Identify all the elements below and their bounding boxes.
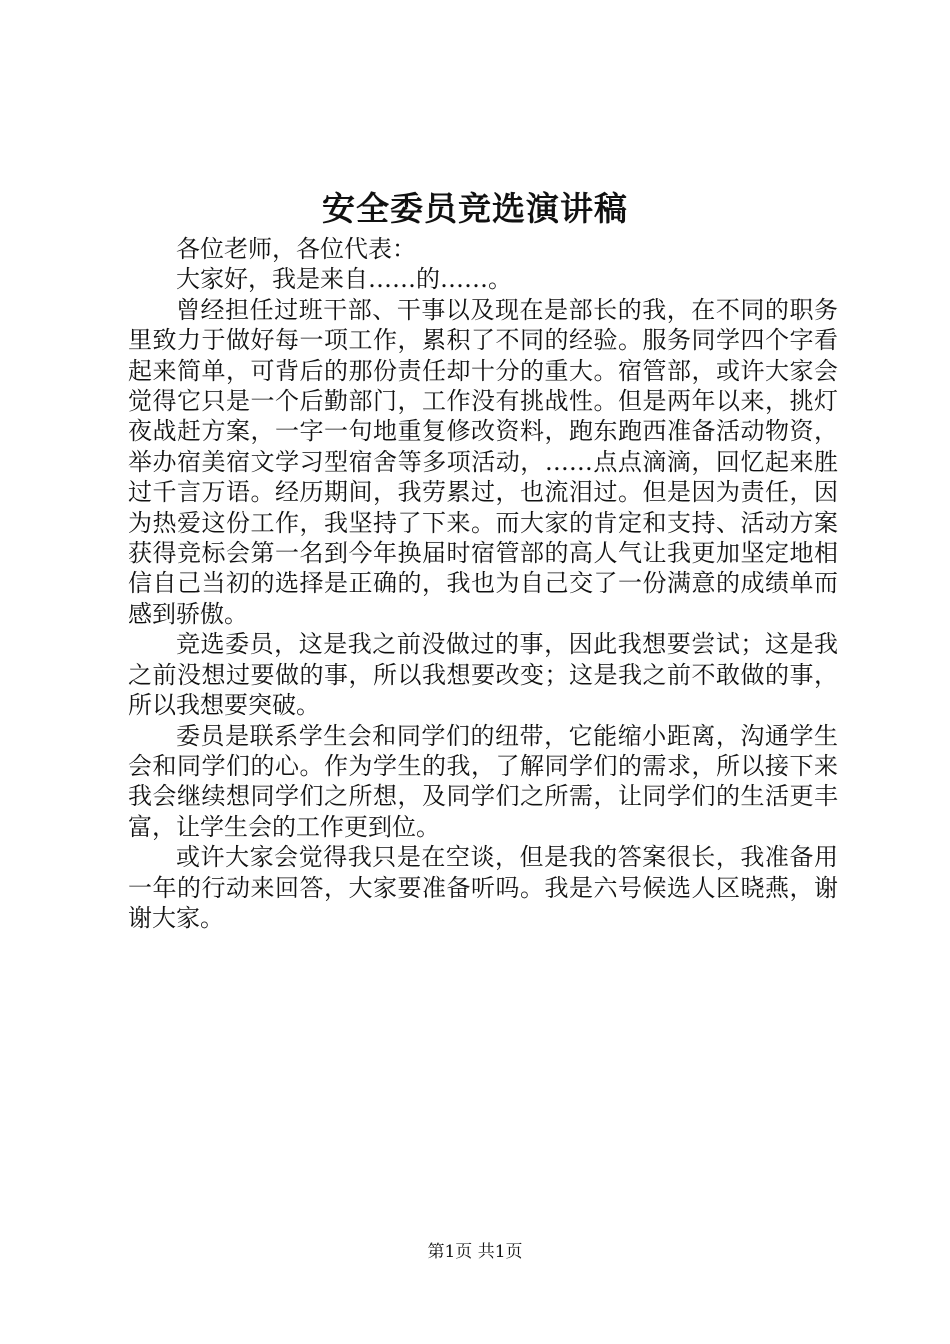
document-title: 安全委员竞选演讲稿 bbox=[322, 189, 628, 228]
paragraph-intro: 大家好，我是来自……的……。 bbox=[176, 265, 512, 294]
document-body bbox=[128, 234, 838, 933]
page-footer: 第1页 共1页 bbox=[427, 1242, 523, 1262]
paragraph-role: 委员是联系学生会和同学们的纽带，它能缩小距离，沟通学生会和同学们的心。作为学生的我，了解同学们的需求，所以接下来我会继续想同学们之所想，及同学们之所需，让同学们的生活更丰富，让学生会的工作更到位。 bbox=[128, 721, 838, 841]
paragraph-greeting: 各位老师，各位代表： bbox=[176, 235, 416, 263]
paragraph-experience: 曾经担任过班干部、干事以及现在是部长的我，在不同的职务里致力于做好每一项工作，累积了不同的经验。服务同学四个字看起来简单，可背后的那份责任却十分的重大。宿管部，或许大家会觉得它只是一个后勤部门，工作没有挑战性。但是两年以来，挑灯夜战赶方案，一字一句地重复修改资料，跑东跑西准备活动物资，举办宿美宿文学习型宿舍等多项活动，……点点滴滴，回忆起来胜过千言万语。经历期间，我劳累过，也流泪过。但是因为责任，因为热爱这份工作，我坚持了下来。而大家的肯定和支持、活动方案获得竞标会第一名到今年换届时宿管部的高人气让我更加坚定地相信自己当初的选择是正确的，我也为自己交了一份满意的成绩单而感到骄傲。 bbox=[128, 295, 838, 628]
paragraph-closing: 或许大家会觉得我只是在空谈，但是我的答案很长，我准备用一年的行动来回答，大家要准备听吗。我是六号候选人区晓燕，谢谢大家。 bbox=[128, 843, 838, 932]
paragraph-motivation: 竞选委员，这是我之前没做过的事，因此我想要尝试；这是我之前没想过要做的事，所以我想要改变；这是我之前不敢做的事，所以我想要突破。 bbox=[128, 630, 838, 720]
